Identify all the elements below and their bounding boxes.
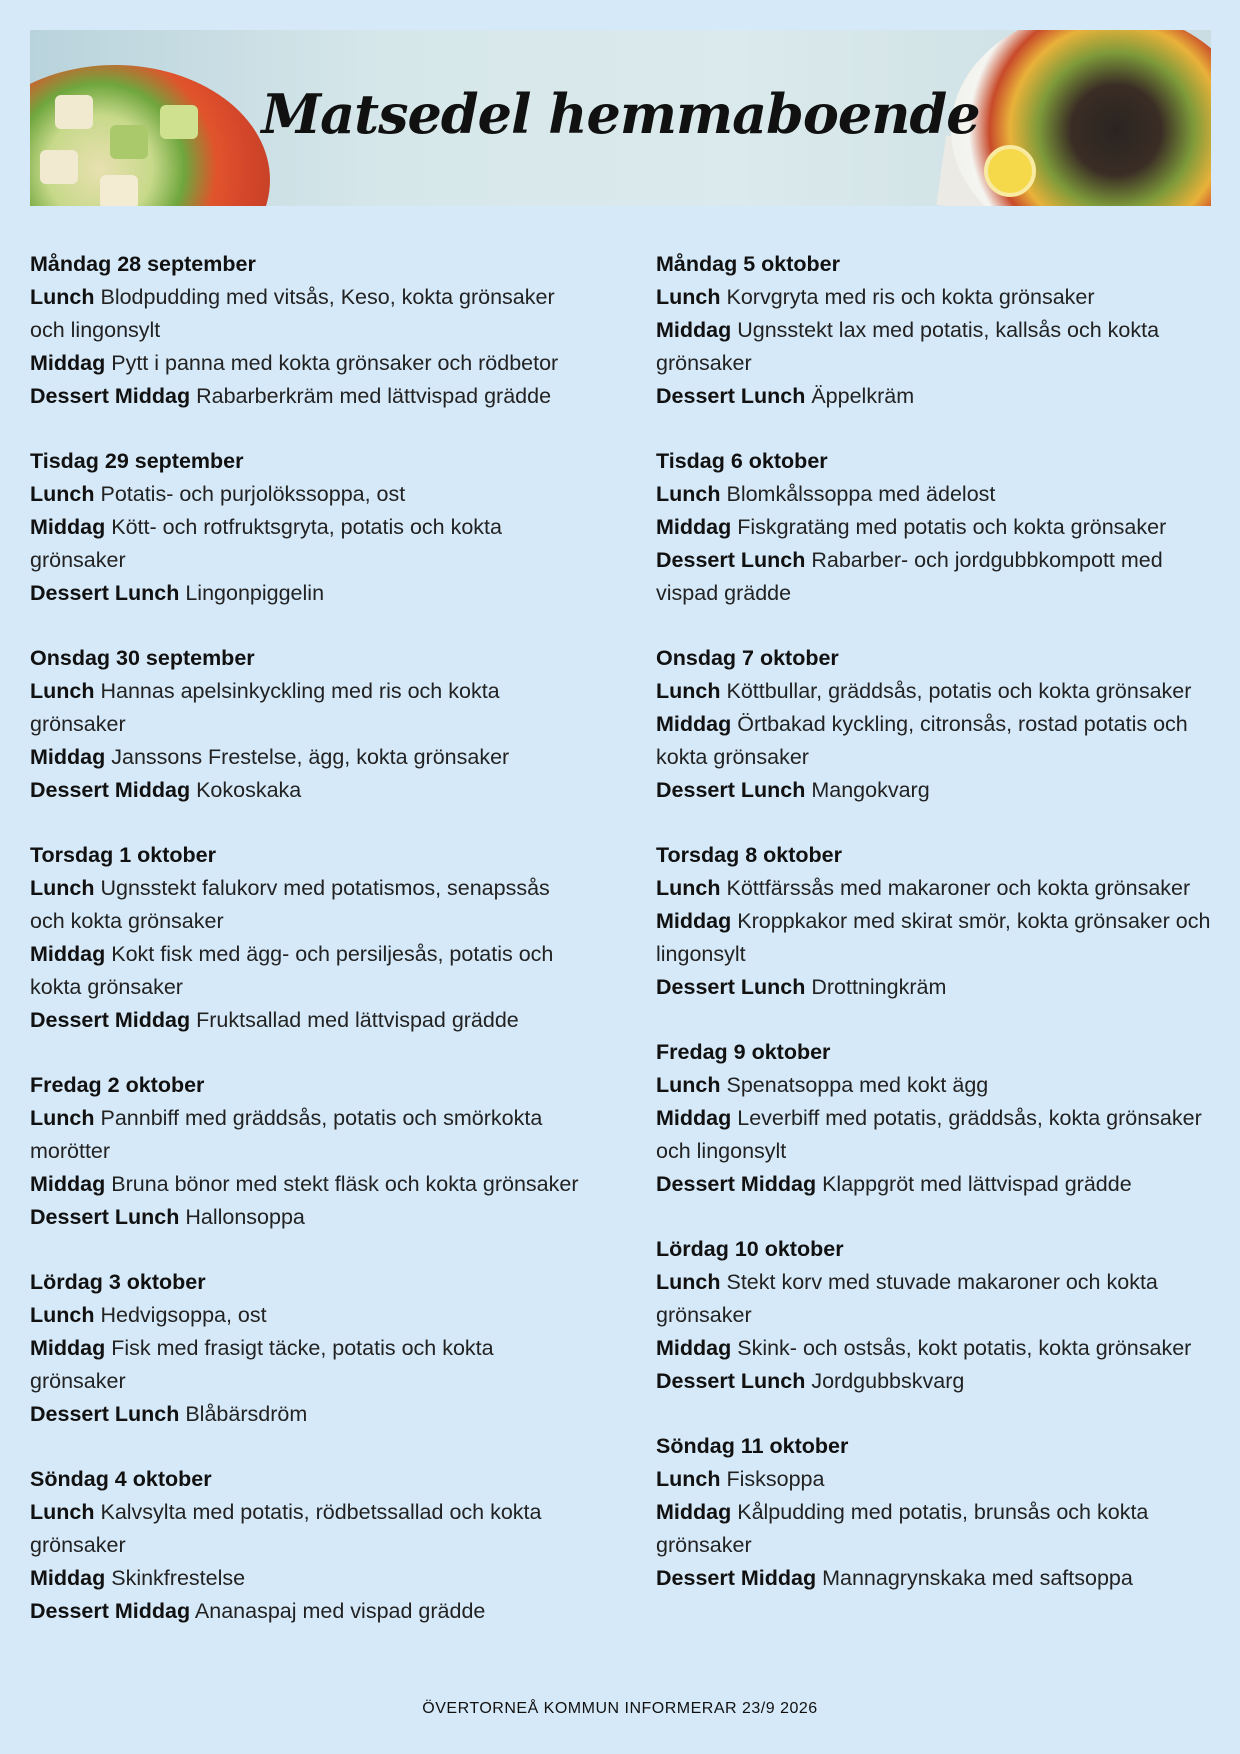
middag-line: Middag Kålpudding med potatis, brunsås och kokta grönsaker bbox=[656, 1500, 1149, 1557]
lunch-line: Lunch Blodpudding med vitsås, Keso, kokta grönsaker och lingonsylt bbox=[30, 285, 555, 342]
dessert-line: Dessert Middag Fruktsallad med lättvispad grädde bbox=[30, 1008, 519, 1032]
dessert-line: Dessert Lunch Blåbärsdröm bbox=[30, 1402, 308, 1426]
day-title: Måndag 28 september bbox=[30, 252, 256, 276]
lunch-line: Lunch Pannbiff med gräddsås, potatis och smörkokta morötter bbox=[30, 1106, 543, 1163]
day-title: Tisdag 29 september bbox=[30, 449, 244, 473]
day-block bbox=[656, 839, 1216, 1004]
day-title: Måndag 5 oktober bbox=[656, 252, 840, 276]
lunch-line: Lunch Ugnsstekt falukorv med potatismos, senapssås och kokta grönsaker bbox=[30, 876, 550, 933]
left-column bbox=[30, 248, 590, 1660]
day-title: Söndag 4 oktober bbox=[30, 1467, 212, 1491]
day-title: Onsdag 30 september bbox=[30, 646, 255, 670]
lemon-image bbox=[984, 145, 1036, 197]
middag-line: Middag Bruna bönor med stekt fläsk och kokta grönsaker bbox=[30, 1172, 579, 1196]
dessert-line: Dessert Middag Rabarberkräm med lättvispad grädde bbox=[30, 384, 552, 408]
middag-line: Middag Örtbakad kyckling, citronsås, rostad potatis och kokta grönsaker bbox=[656, 712, 1188, 769]
day-title: Tisdag 6 oktober bbox=[656, 449, 828, 473]
header-banner bbox=[30, 30, 1211, 206]
day-title: Lördag 3 oktober bbox=[30, 1270, 206, 1294]
lunch-line: Lunch Fisksoppa bbox=[656, 1467, 825, 1491]
middag-line: Middag Janssons Frestelse, ägg, kokta grönsaker bbox=[30, 745, 510, 769]
dessert-line: Dessert Middag Mannagrynskaka med saftsoppa bbox=[656, 1566, 1133, 1590]
middag-line: Middag Skink- och ostsås, kokt potatis, kokta grönsaker bbox=[656, 1336, 1192, 1360]
lunch-line: Lunch Korvgryta med ris och kokta grönsaker bbox=[656, 285, 1095, 309]
middag-line: Middag Fisk med frasigt täcke, potatis och kokta grönsaker bbox=[30, 1336, 494, 1393]
dessert-line: Dessert Lunch Drottningkräm bbox=[656, 975, 947, 999]
day-block bbox=[30, 248, 590, 413]
dessert-line: Dessert Lunch Hallonsoppa bbox=[30, 1205, 305, 1229]
day-block bbox=[30, 642, 590, 807]
day-title: Torsdag 8 oktober bbox=[656, 843, 842, 867]
dessert-line: Dessert Lunch Mangokvarg bbox=[656, 778, 930, 802]
day-block bbox=[656, 1036, 1216, 1201]
lunch-line: Lunch Spenatsoppa med kokt ägg bbox=[656, 1073, 989, 1097]
day-title: Fredag 2 oktober bbox=[30, 1073, 205, 1097]
day-block bbox=[30, 1069, 590, 1234]
middag-line: Middag Kroppkakor med skirat smör, kokta grönsaker och lingonsylt bbox=[656, 909, 1211, 966]
middag-line: Middag Skinkfrestelse bbox=[30, 1566, 246, 1590]
day-title: Torsdag 1 oktober bbox=[30, 843, 216, 867]
day-block bbox=[656, 445, 1216, 610]
lunch-line: Lunch Potatis- och purjolökssoppa, ost bbox=[30, 482, 406, 506]
day-block bbox=[30, 839, 590, 1037]
middag-line: Middag Fiskgratäng med potatis och kokta grönsaker bbox=[656, 515, 1167, 539]
lunch-line: Lunch Blomkålssoppa med ädelost bbox=[656, 482, 996, 506]
dessert-line: Dessert Middag Ananaspaj med vispad grädde bbox=[30, 1599, 486, 1623]
day-title: Fredag 9 oktober bbox=[656, 1040, 831, 1064]
lunch-line: Lunch Köttbullar, gräddsås, potatis och kokta grönsaker bbox=[656, 679, 1192, 703]
lunch-line: Lunch Köttfärssås med makaroner och kokta grönsaker bbox=[656, 876, 1191, 900]
right-column bbox=[656, 248, 1216, 1627]
middag-line: Middag Kokt fisk med ägg- och persiljesås, potatis och kokta grönsaker bbox=[30, 942, 554, 999]
day-title: Lördag 10 oktober bbox=[656, 1237, 844, 1261]
day-block bbox=[30, 1463, 590, 1628]
middag-line: Middag Ugnsstekt lax med potatis, kallsås och kokta grönsaker bbox=[656, 318, 1160, 375]
dessert-line: Dessert Lunch Rabarber- och jordgubbkompott med vispad grädde bbox=[656, 548, 1163, 605]
day-title: Onsdag 7 oktober bbox=[656, 646, 839, 670]
day-block bbox=[656, 1233, 1216, 1398]
page-title: Matsedel hemmaboende bbox=[261, 82, 980, 146]
day-block bbox=[656, 248, 1216, 413]
footer-text: ÖVERTORNEÅ KOMMUN INFORMERAR 23/9 2026 bbox=[422, 1700, 818, 1717]
middag-line: Middag Kött- och rotfruktsgryta, potatis och kokta grönsaker bbox=[30, 515, 502, 572]
dessert-line: Dessert Middag Klappgröt med lättvispad grädde bbox=[656, 1172, 1132, 1196]
middag-line: Middag Leverbiff med potatis, gräddsås, kokta grönsaker och lingonsylt bbox=[656, 1106, 1202, 1163]
day-block bbox=[30, 445, 590, 610]
day-block bbox=[30, 1266, 590, 1431]
lunch-line: Lunch Hedvigsoppa, ost bbox=[30, 1303, 267, 1327]
dessert-line: Dessert Middag Kokoskaka bbox=[30, 778, 302, 802]
day-block bbox=[656, 1430, 1216, 1595]
day-block bbox=[656, 642, 1216, 807]
dessert-line: Dessert Lunch Jordgubbskvarg bbox=[656, 1369, 965, 1393]
lunch-line: Lunch Hannas apelsinkyckling med ris och kokta grönsaker bbox=[30, 679, 500, 736]
dessert-line: Dessert Lunch Äppelkräm bbox=[656, 384, 915, 408]
dessert-line: Dessert Lunch Lingonpiggelin bbox=[30, 581, 325, 605]
lunch-line: Lunch Stekt korv med stuvade makaroner och kokta grönsaker bbox=[656, 1270, 1158, 1327]
middag-line: Middag Pytt i panna med kokta grönsaker och rödbetor bbox=[30, 351, 559, 375]
lunch-line: Lunch Kalvsylta med potatis, rödbetssallad och kokta grönsaker bbox=[30, 1500, 542, 1557]
day-title: Söndag 11 oktober bbox=[656, 1434, 849, 1458]
